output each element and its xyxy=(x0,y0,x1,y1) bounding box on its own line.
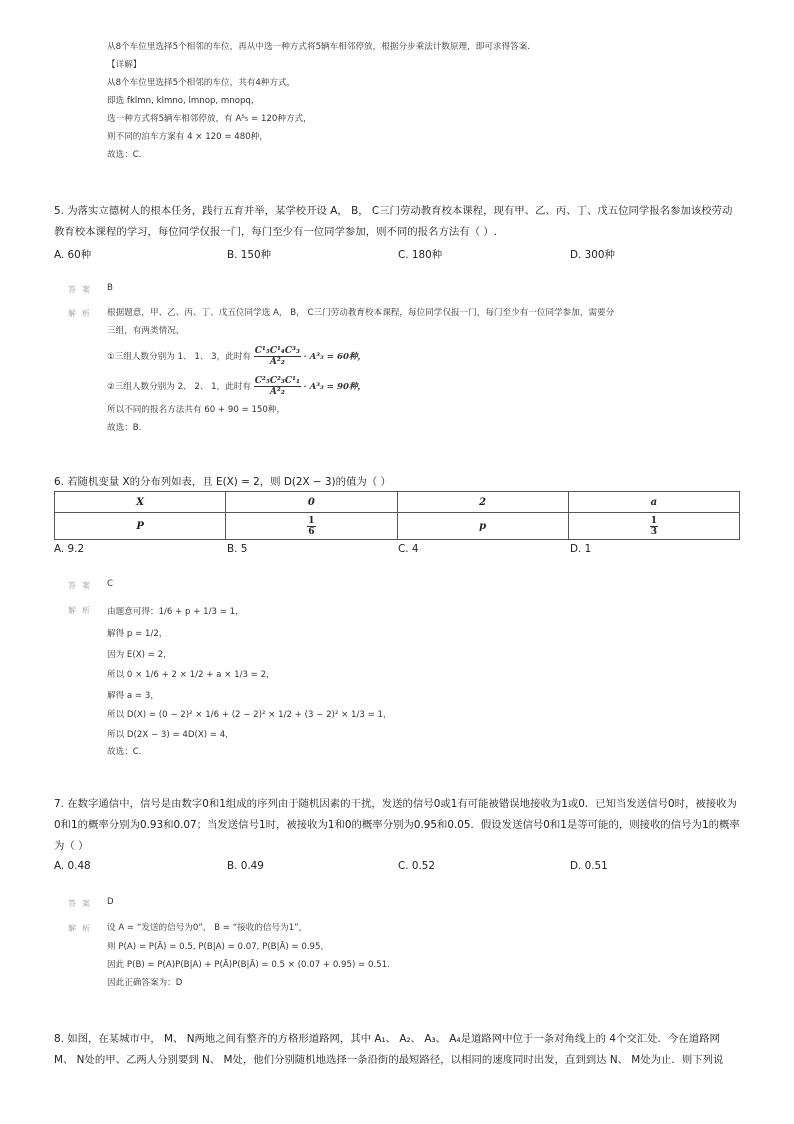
answer-value: C xyxy=(107,579,114,589)
analysis-line: 由题意可得：1/6 + p + 1/3 = 1， xyxy=(107,607,244,617)
table-row xyxy=(55,513,740,540)
analysis-line: 解得 a = 3， xyxy=(107,691,159,701)
answer-label: 答案 xyxy=(68,285,96,294)
analysis-line: 所以 0 × 1/6 + 2 × 1/2 + a × 1/3 = 2， xyxy=(107,670,275,680)
question-7-stem: 为（ ） xyxy=(54,840,89,852)
answer-value: D xyxy=(107,897,114,907)
analysis-line: 所以 D(X) = (0 − 2)² × 1/6 + (2 − 2)² × 1/2 + (3 − 2)² × 1/3 = 1， xyxy=(107,710,392,720)
table-cell: X xyxy=(55,492,226,513)
solution-line: 则不同的泊车方案有 4 × 120 = 480种， xyxy=(107,132,268,142)
table-cell: P xyxy=(55,513,226,540)
table-cell: 0 xyxy=(226,492,397,513)
case-1-result: · A³₃ = 60种， xyxy=(303,352,367,362)
option-c[interactable]: C. 0.52 xyxy=(398,860,435,872)
option-c[interactable]: C. 4 xyxy=(398,543,419,555)
fraction-denominator: 3 xyxy=(650,526,657,537)
analysis-label: 解析 xyxy=(68,309,96,318)
solution-line: 即选 fklmn, klmno, lmnop, mnopq, xyxy=(107,96,254,106)
option-a[interactable]: A. 9.2 xyxy=(54,543,85,555)
analysis-line: 因为 E(X) = 2， xyxy=(107,650,172,660)
fraction-denominator: A²₂ xyxy=(269,357,285,367)
answer-label: 答案 xyxy=(68,581,96,590)
option-a[interactable]: A. 60种 xyxy=(54,249,92,261)
option-a[interactable]: A. 0.48 xyxy=(54,860,91,872)
solution-line: 从8个车位里选择5个相邻的车位，再从中选一种方式将5辆车相邻停放，根据分步乘法计数原理，即可求得答案. xyxy=(107,42,531,52)
table-cell: 2 xyxy=(397,492,568,513)
analysis-line: 故选：B. xyxy=(107,423,142,433)
option-d[interactable]: D. 1 xyxy=(570,543,592,555)
case-1-fraction xyxy=(254,346,301,367)
question-8-stem: M、 N处的甲、乙两人分别要到 N、 M处，他们分别随机地选择一条沿街的最短路径，以相同的速度同时出发，直到到达 N、 M处为止．则下列说 xyxy=(54,1054,724,1066)
fraction-denominator: A²₂ xyxy=(269,387,285,397)
option-d[interactable]: D. 300种 xyxy=(570,249,615,261)
option-b[interactable]: B. 150种 xyxy=(227,249,271,261)
analysis-case-1 xyxy=(107,346,366,367)
question-7-stem: 7. 在数字通信中，信号是由数字0和1组成的序列由于随机因素的干扰，发送的信号0或1有可能被错误地接收为1或0．已知当发送信号0时，被接收为 xyxy=(54,798,737,810)
answer-label: 答案 xyxy=(68,899,96,908)
question-8-stem: 8. 如图，在某城市中， M、 N两地之间有整齐的方格形道路网，其中 A₁、 A₂、 A₃、 A₄是道路网中位于一条对角线上的 4个交汇处．今在道路网 xyxy=(54,1033,720,1045)
analysis-line: 解得 p = 1/2， xyxy=(107,629,168,639)
case-2-fraction xyxy=(254,376,301,397)
analysis-label: 解析 xyxy=(68,924,96,933)
question-6-stem: 6. 若随机变量 X的分布列如表，且 E(X) = 2，则 D(2X − 3)的值为（ ） xyxy=(54,476,391,488)
solution-heading: 【详解】 xyxy=(107,60,142,70)
table-cell: p xyxy=(397,513,568,540)
option-b[interactable]: B. 0.49 xyxy=(227,860,264,872)
fraction-numerator: C²₅C²₃C¹₁ xyxy=(254,376,300,386)
fraction-numerator: 1 xyxy=(308,515,315,526)
table-row xyxy=(55,492,740,513)
analysis-line: 因此正确答案为：D xyxy=(107,978,183,988)
fraction xyxy=(650,516,658,537)
fraction-numerator: C¹₅C¹₄C³₃ xyxy=(254,346,300,356)
solution-line: 从8个车位里选择5个相邻的车位，共有4种方式， xyxy=(107,78,296,88)
analysis-line: 设 A = “发送的信号为0”， B = “接收的信号为1”， xyxy=(107,923,308,933)
analysis-line: 三组，有两类情况， xyxy=(107,326,185,336)
question-5-stem: 教育校本课程的学习，每位同学仅报一门，每门至少有一位同学参加，则不同的报名方法有（ ）. xyxy=(54,226,498,238)
analysis-line: 所以不同的报名方法共有 60 + 90 = 150种， xyxy=(107,405,286,415)
analysis-line: 则 P(A) = P(Ā) = 0.5, P(B|A) = 0.07, P(B|Ā) = 0.95， xyxy=(107,942,330,952)
table-cell xyxy=(226,513,397,540)
fraction-denominator: 6 xyxy=(308,526,315,537)
analysis-case-2 xyxy=(107,376,366,397)
case-2-text: ②三组人数分别为 2、 2、 1，此时有 xyxy=(107,382,252,392)
analysis-label: 解析 xyxy=(68,606,96,615)
case-2-result: · A³₃ = 90种， xyxy=(303,382,367,392)
analysis-line: 所以 D(2X − 3) = 4D(X) = 4， xyxy=(107,730,234,740)
solution-line: 故选：C. xyxy=(107,150,142,160)
distribution-table xyxy=(54,491,740,540)
case-1-text: ①三组人数分别为 1、 1、 3，此时有 xyxy=(107,352,252,362)
option-b[interactable]: B. 5 xyxy=(227,543,248,555)
question-7-stem: 0和1的概率分别为0.93和0.07；当发送信号1时，被接收为1和0的概率分别为0.95和0.05．假设发送信号0和1是等可能的，则接收的信号为1的概率 xyxy=(54,819,740,831)
question-5-stem: 5. 为落实立德树人的根本任务，践行五育并举，某学校开设 A， B， C三门劳动教育校本课程，现有甲、乙、丙、丁、戊五位同学报名参加该校劳动 xyxy=(54,205,733,217)
table-cell: a xyxy=(568,492,739,513)
fraction xyxy=(307,516,315,537)
option-d[interactable]: D. 0.51 xyxy=(570,860,608,872)
answer-value: B xyxy=(107,283,113,293)
analysis-line: 因此 P(B) = P(A)P(B|A) + P(Ā)P(B|Ā) = 0.5 × (0.07 + 0.95) = 0.51. xyxy=(107,960,390,970)
solution-line: 选一种方式将5辆车相邻停放，有 A⁵₅ = 120种方式， xyxy=(107,114,312,124)
fraction-numerator: 1 xyxy=(650,515,657,526)
analysis-line: 故选：C. xyxy=(107,747,142,757)
analysis-line: 根据题意，甲、乙、丙、丁、戊五位同学选 A， B， C三门劳动教育校本课程，每位同学仅报一门，每门至少有一位同学参加，需要分 xyxy=(107,308,615,318)
option-c[interactable]: C. 180种 xyxy=(398,249,443,261)
table-cell xyxy=(568,513,739,540)
